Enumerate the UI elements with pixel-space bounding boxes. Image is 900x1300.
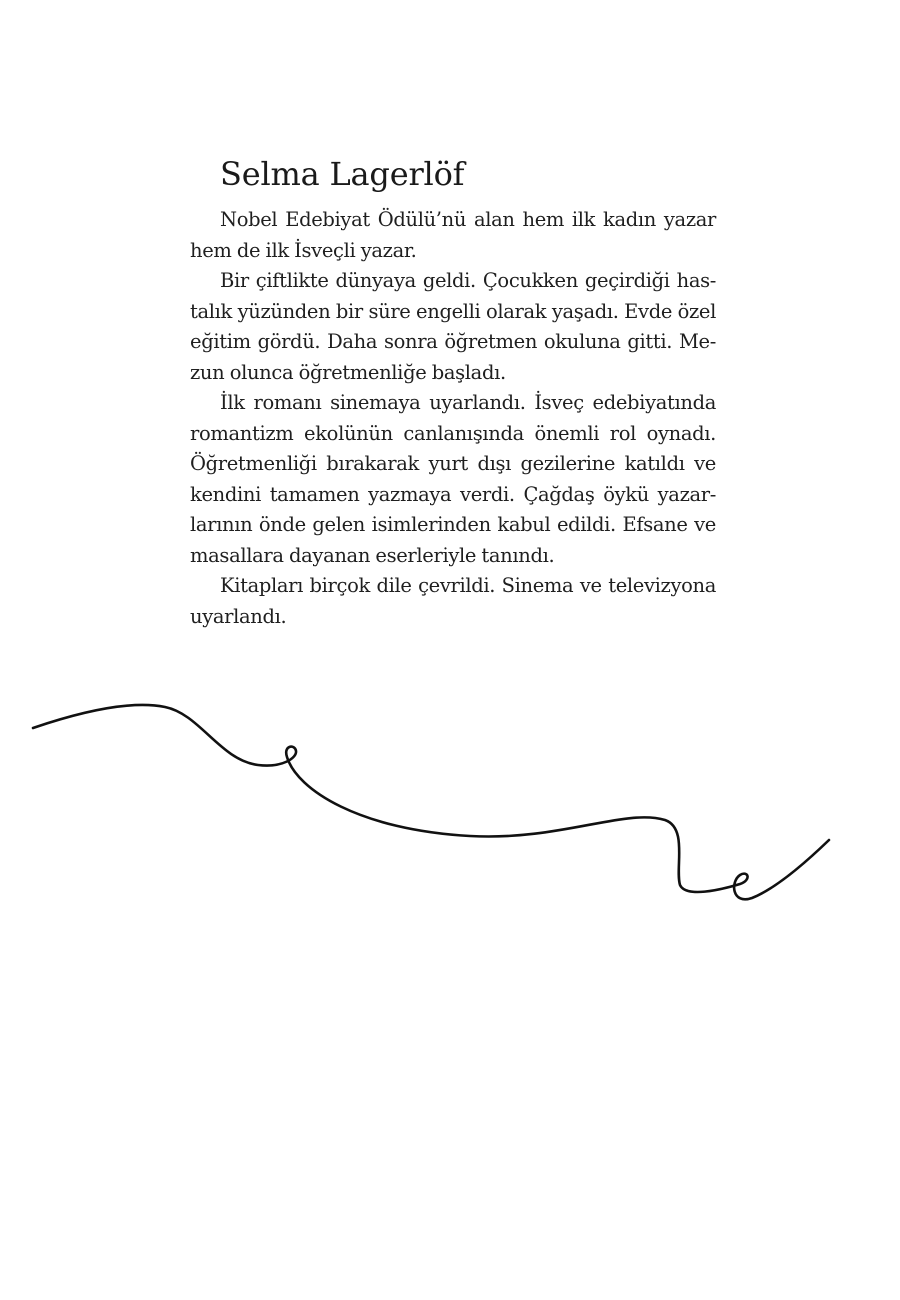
- text-line: İlk romanı sinemaya uyarlandı. İsveç edebiyatında: [220, 391, 716, 414]
- text-line: kendini tamamen yazmaya verdi. Çağdaş öykü yazar-: [190, 482, 716, 506]
- text-line: romantizm ekolünün canlanışında önemli rol oynadı.: [190, 421, 716, 445]
- text-line: larının önde gelen isimlerinden kabul edildi. Efsane ve: [190, 513, 716, 536]
- text-line: zun olunca öğretmenliğe başladı.: [190, 360, 506, 384]
- text-line: eğitim gördü. Daha sonra öğretmen okuluna gitti. Me-: [190, 330, 716, 353]
- text-line: uyarlandı.: [190, 604, 287, 628]
- text-line: Öğretmenliği bırakarak yurt dışı gezilerine katıldı ve: [190, 452, 716, 475]
- text-line: hem de ilk İsveçli yazar.: [190, 238, 417, 262]
- text-line: Kitapları birçok dile çevrildi. Sinema ve televizyona: [220, 574, 716, 597]
- text-line: Nobel Edebiyat Ödülü’nü alan hem ilk kadın yazar: [220, 208, 716, 231]
- biography-text: [190, 205, 716, 632]
- text-line: masallara dayanan eserleriyle tanındı.: [190, 543, 555, 567]
- squiggle-path: [33, 705, 829, 899]
- text-line: Bir çiftlikte dünyaya geldi. Çocukken geçirdiği has-: [220, 269, 716, 292]
- page-title: Selma Lagerlöf: [220, 155, 465, 193]
- text-line: talık yüzünden bir süre engelli olarak yaşadı. Evde özel: [190, 299, 716, 323]
